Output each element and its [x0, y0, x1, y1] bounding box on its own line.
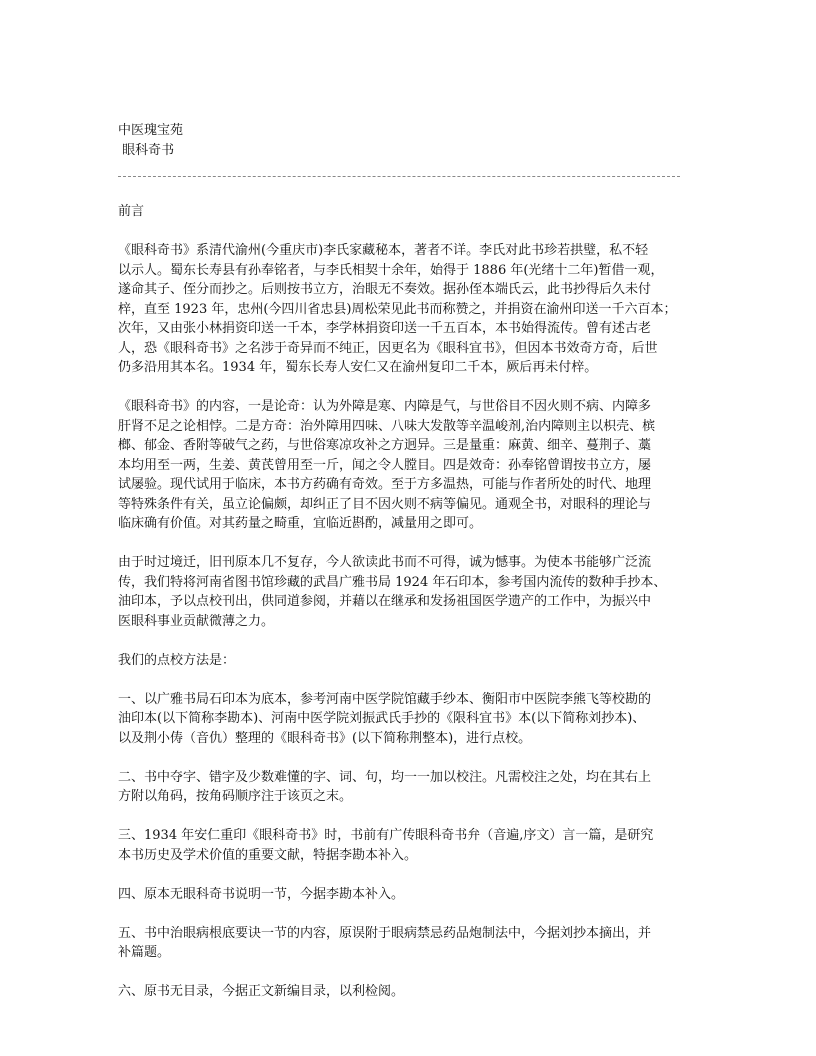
- text-line: 梓，直至 1923 年，忠州(今四川省忠县)周松荣见此书而称赞之，并捐资在渝州印送一千六百本；: [118, 301, 677, 317]
- text-line: 油印本(以下简称李勘本)、河南中医学院刘振武氏手抄的《限科宜书》本(以下简称刘抄本)、: [118, 711, 646, 726]
- paragraph: [118, 241, 677, 378]
- text-line: 肝肾不足之论相悖。二是方奇：治外障用四味、八味大发散等辛温峻剂,治内障则主以枳壳、槟: [118, 418, 656, 434]
- text-line: 我们的点校方法是：: [118, 652, 236, 668]
- text-line: 《眼科奇书》的内容，一是论奇：认为外障是寒、内障是气，与世俗目不因火则不病、内障多: [118, 399, 652, 414]
- text-line: 次年，又由张小林捐资印送一千本，李学林捐资印送一千五百本，本书始得流传。曾有述古老: [118, 321, 652, 336]
- text-line: 前言: [118, 204, 145, 219]
- paragraph: [118, 690, 677, 749]
- text-line: 以及荆小俦（音仇）整理的《眼科奇书》(以下简称荆整本)，进行点校。: [118, 730, 532, 746]
- paragraph: [118, 397, 677, 534]
- document-header: [118, 121, 183, 160]
- text-line: 仍多沿用其本名。1934 年，蜀东长寿人安仁又在渝州复印二千本，厥后再未付梓。: [118, 360, 598, 375]
- text-line: 临床确有价值。对其药量之畸重，宜临近斟酌，减量用之即可。: [118, 516, 483, 531]
- separator-rule: [118, 176, 680, 177]
- text-line: 遂命其子、侄分而抄之。后则按书立方，治眼无不奏效。据孙侄本端氏云，此书抄得后久未付: [118, 282, 652, 297]
- text-line: 《眼科奇书》系清代渝州(今重庆市)李氏家藏秘本，著者不详。李氏对此书珍若拱璧，私不轻: [118, 243, 649, 258]
- text-line: 人，恐《眼科奇书》之名涉于奇异而不纯正，因更名为《眼科宜书》，但因本书效奇方奇，后世: [118, 340, 658, 356]
- section-heading: [118, 202, 677, 222]
- text-line: 等特殊条件有关，虽立论偏颇，却纠正了目不因火则不病等偏见。通观全书，对眼科的理论与: [118, 496, 652, 512]
- document-body: [118, 202, 677, 1021]
- text-line: 医眼科事业贡献微薄之力。: [118, 613, 275, 629]
- text-line: 二、书中夺字、错字及少数难懂的字、词、句，均一一加以校注。凡需校注之处，均在其右上: [118, 769, 652, 785]
- text-line: 三、1934 年安仁重印《眼科奇书》时，书前有广传眼科奇书弁（音遍,序文）言一篇，是研究: [118, 828, 654, 843]
- text-line: 试屡验。现代试用于临床，本书方药确有奇效。至于方多温热，可能与作者所处的时代、地理: [118, 477, 652, 492]
- text-line: 本均用至一两，生姜、黄芪曾用至一斤，闻之令人膛目。四是效奇：孙奉铭曾谓按书立方，屡: [118, 457, 652, 473]
- text-line: 以示人。蜀东长寿县有孙奉铭者，与李氏相契十余年，始得于 1886 年(光绪十二年)暂借一观，: [118, 262, 664, 278]
- text-line: 榔、郁金、香附等破气之药，与世俗寒凉攻补之方迥异。三是量重：麻黄、细辛、蔓荆子、藁: [118, 438, 652, 453]
- text-line: 油印本，予以点校刊出，供同道参阅，并藉以在继承和发扬祖国医学遗产的工作中，为振兴中: [118, 594, 652, 609]
- paragraph: [118, 885, 677, 905]
- text-line: 由于时过境迁，旧刊原本几不复存，今人欲读此书而不可得，诚为憾事。为使本书能够广泛流: [118, 555, 652, 570]
- text-line: 六、原书无目录，今据正文新编目录，以利检阅。: [118, 984, 405, 999]
- text-line: 补篇题。: [118, 945, 171, 960]
- text-line: 方附以角码，按角码顺序注于该页之末。: [118, 789, 353, 804]
- text-line: 一、以广雅书局石印本为底本，参考河南中医学院馆藏手纱本、衡阳市中医院李熊飞等校勘的: [118, 691, 652, 707]
- paragraph: [118, 768, 677, 807]
- text-line: 本书历史及学术价值的重要文献，特据李勘本补入。: [118, 847, 418, 863]
- text-line: 五、书中治眼病根底要诀一节的内容，原误附于眼病禁忌药品炮制法中，今据刘抄本摘出，并: [118, 925, 652, 941]
- text-line: 四、原本无眼科奇书说明一节，今据李勘本补入。: [118, 886, 405, 902]
- paragraph: [118, 826, 677, 865]
- text-line: 传，我们特将河南省图书馆珍藏的武昌广雅书局 1924 年石印本，参考国内流传的数种手抄本、: [118, 574, 667, 590]
- paragraph: [118, 982, 677, 1002]
- paragraph: [118, 924, 677, 963]
- paragraph: [118, 651, 677, 671]
- series-title: 中医瑰宝苑: [118, 123, 184, 138]
- book-title: 眼科奇书: [118, 142, 175, 158]
- paragraph: [118, 553, 677, 631]
